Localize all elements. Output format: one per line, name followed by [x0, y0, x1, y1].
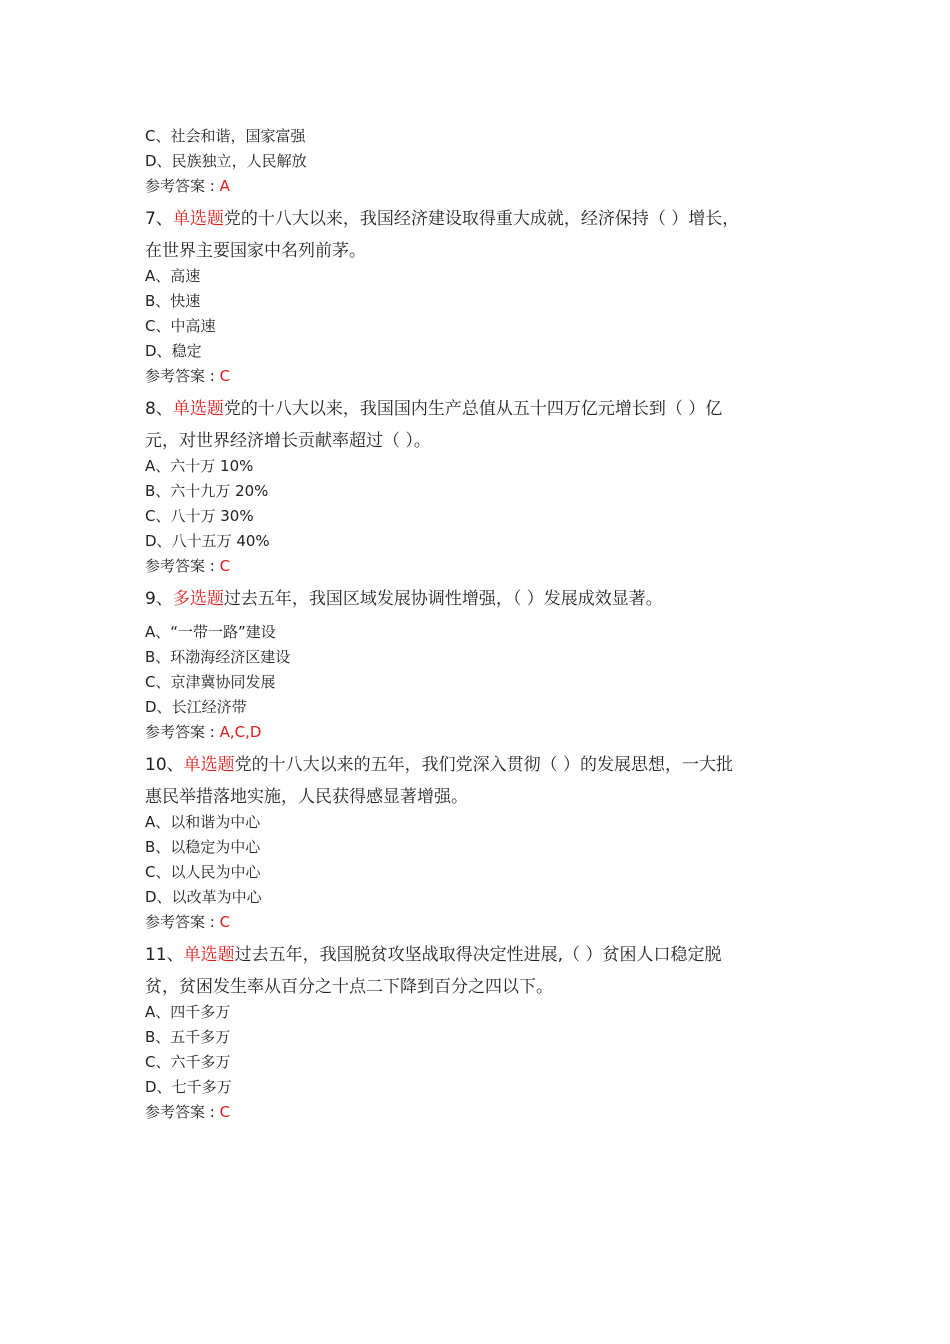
option-line [145, 645, 845, 670]
answer-label: 参考答案 : [145, 177, 220, 195]
question-number: 10、 [145, 755, 184, 775]
question-type: 多选题 [172, 589, 224, 609]
answer-label: 参考答案 : [145, 723, 220, 741]
option-text: 长江经济带 [171, 698, 247, 716]
question-heading [145, 936, 845, 974]
question-heading [145, 746, 845, 784]
option-letter: B、 [145, 292, 171, 310]
option-text: 四千多万 [170, 1003, 231, 1021]
option-text: 六十九万 20% [170, 482, 269, 500]
question-text-continued: 贫，贫困发生率从百分之十点二下降到百分之四以下。 [145, 977, 553, 997]
question-text: 党的十八大以来，我国国内生产总值从五十四万亿元增长到（ ）亿 [223, 399, 723, 419]
option-line [145, 289, 845, 314]
option-line [145, 504, 845, 529]
option-line [145, 454, 845, 479]
option-letter: C、 [145, 863, 171, 881]
option-line [145, 479, 845, 504]
option-line [145, 1075, 845, 1100]
question-heading [145, 200, 845, 238]
option-text: 七千多万 [171, 1078, 232, 1096]
answer-value: C [219, 913, 231, 931]
answer-label: 参考答案 : [145, 1103, 220, 1121]
option-text: 五千多万 [170, 1028, 231, 1046]
answer-line [145, 364, 845, 389]
option-line [145, 860, 845, 885]
option-letter: D、 [145, 342, 172, 360]
option-letter: C、 [145, 127, 171, 145]
option-line [145, 670, 845, 695]
question-type: 单选题 [172, 399, 224, 419]
option-line [145, 695, 845, 720]
question-text: 过去五年，我国脱贫攻坚战取得决定性进展,（ ）贫困人口稳定脱 [234, 945, 722, 965]
question-number: 9、 [145, 589, 173, 609]
question-type: 单选题 [172, 209, 224, 229]
option-letter: D、 [145, 698, 172, 716]
option-letter: B、 [145, 1028, 171, 1046]
question-text: 党的十八大以来，我国经济建设取得重大成就，经济保持（ ）增长， [223, 209, 740, 229]
option-text: 京津冀协同发展 [170, 673, 276, 691]
option-text: 以稳定为中心 [170, 838, 261, 856]
option-text: 民族独立，人民解放 [171, 152, 307, 170]
option-letter: A、 [145, 1003, 171, 1021]
question-7 [145, 200, 845, 389]
answer-value: C [219, 367, 231, 385]
option-line [145, 620, 845, 645]
option-letter: C、 [145, 507, 171, 525]
answer-line [145, 174, 845, 199]
question-text: 党的十八大以来的五年，我们党深入贯彻（ ）的发展思想，一大批 [234, 755, 734, 775]
option-letter: B、 [145, 482, 171, 500]
option-letter: A、 [145, 623, 171, 641]
option-text: 以人民为中心 [170, 863, 261, 881]
answer-value: A [219, 177, 230, 195]
option-text: 社会和谐，国家富强 [170, 127, 306, 145]
question-10 [145, 746, 845, 935]
option-text: 以改革为中心 [171, 888, 262, 906]
question-11 [145, 936, 845, 1125]
option-line [145, 1050, 845, 1075]
answer-label: 参考答案 : [145, 557, 220, 575]
option-letter: C、 [145, 317, 171, 335]
option-line [145, 264, 845, 289]
option-line [145, 124, 845, 149]
option-line [145, 149, 845, 174]
option-line [145, 1025, 845, 1050]
question-text-continued: 在世界主要国家中名列前茅。 [145, 241, 366, 261]
document-body [145, 124, 845, 1125]
answer-label: 参考答案 : [145, 913, 220, 931]
option-text: 八十五万 40% [171, 532, 270, 550]
option-letter: D、 [145, 532, 172, 550]
question-heading [145, 580, 845, 618]
question-type: 单选题 [183, 755, 235, 775]
answer-value: A,C,D [219, 723, 262, 741]
option-line [145, 810, 845, 835]
question-text-continued: 元，对世界经济增长贡献率超过（ ）。 [145, 431, 431, 451]
option-letter: C、 [145, 673, 171, 691]
option-text: 六千多万 [170, 1053, 231, 1071]
option-text: 稳定 [171, 342, 202, 360]
option-letter: A、 [145, 267, 171, 285]
answer-line [145, 720, 845, 745]
option-letter: D、 [145, 1078, 172, 1096]
option-text: 六十万 10% [170, 457, 254, 475]
question-8 [145, 390, 845, 579]
option-letter: A、 [145, 813, 171, 831]
option-line [145, 885, 845, 910]
answer-value: C [219, 557, 231, 575]
option-text: 中高速 [170, 317, 216, 335]
option-letter: D、 [145, 888, 172, 906]
answer-value: C [219, 1103, 231, 1121]
question-number: 8、 [145, 399, 173, 419]
option-letter: B、 [145, 648, 171, 666]
answer-line [145, 910, 845, 935]
question-type: 单选题 [183, 945, 235, 965]
question-text-continued: 惠民举措落地实施，人民获得感显著增强。 [145, 787, 468, 807]
option-letter: B、 [145, 838, 171, 856]
option-text: 高速 [170, 267, 201, 285]
answer-line [145, 554, 845, 579]
option-letter: A、 [145, 457, 171, 475]
option-line [145, 835, 845, 860]
question-number: 11、 [145, 945, 184, 965]
option-line [145, 1000, 845, 1025]
question-heading [145, 390, 845, 428]
option-line [145, 314, 845, 339]
option-text: 以和谐为中心 [170, 813, 261, 831]
option-text: “一带一路”建设 [170, 623, 276, 641]
question-number: 7、 [145, 209, 173, 229]
option-line [145, 529, 845, 554]
question-text: 过去五年，我国区域发展协调性增强，（ ）发展成效显著。 [223, 589, 663, 609]
option-text: 环渤海经济区建设 [170, 648, 291, 666]
option-letter: D、 [145, 152, 172, 170]
option-text: 八十万 30% [170, 507, 254, 525]
option-letter: C、 [145, 1053, 171, 1071]
question-9 [145, 580, 845, 745]
option-line [145, 339, 845, 364]
answer-line [145, 1100, 845, 1125]
option-text: 快速 [170, 292, 201, 310]
answer-label: 参考答案 : [145, 367, 220, 385]
